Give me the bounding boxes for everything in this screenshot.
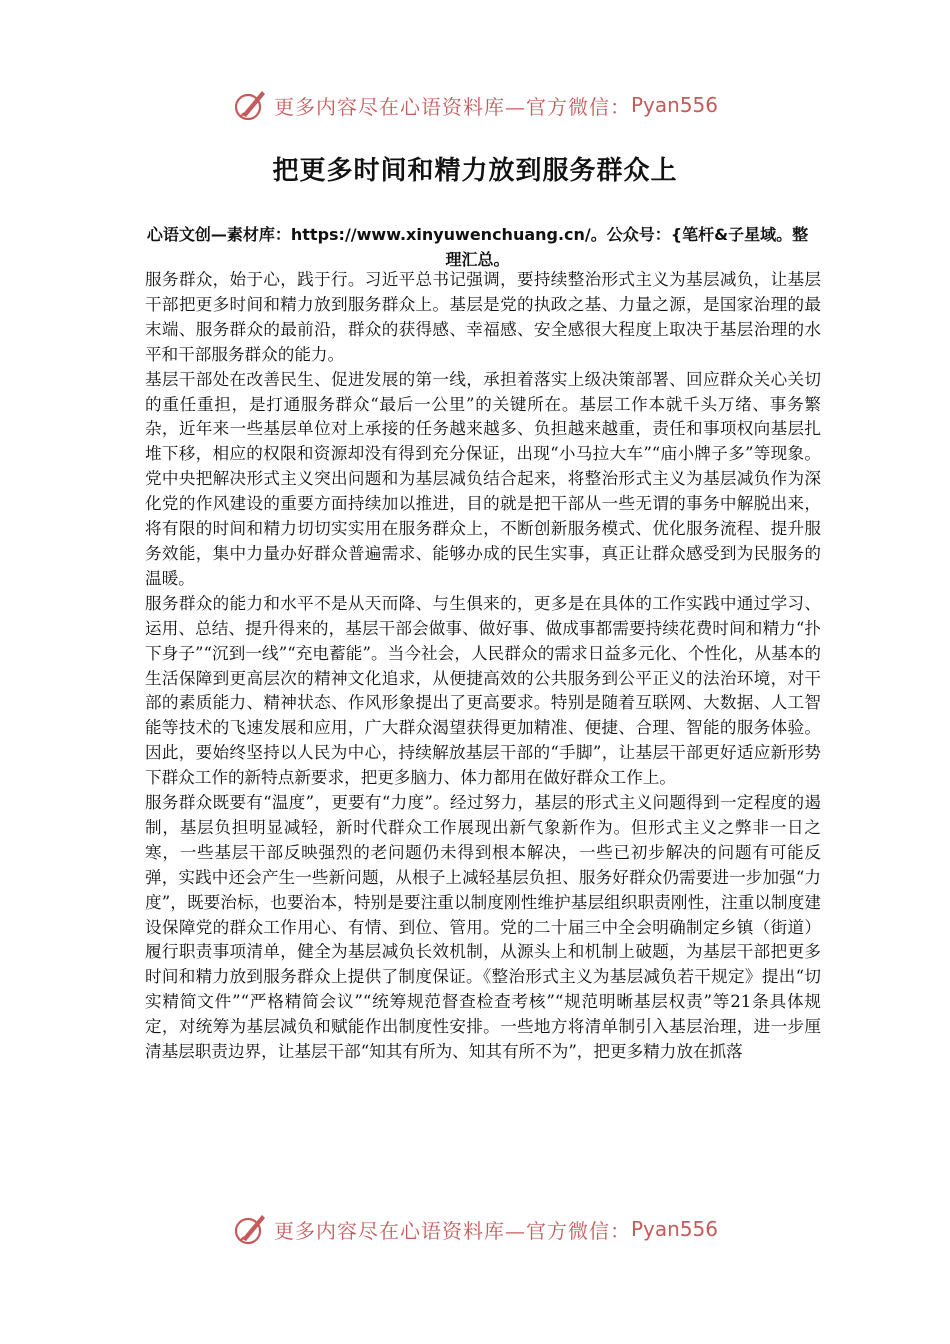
quill-logo-icon	[232, 1211, 268, 1247]
quill-logo-icon	[232, 87, 268, 123]
header-banner	[0, 85, 950, 125]
paragraph: 服务群众既要有“温度”，更要有“力度”。经过努力，基层的形式主义问题得到一定程度的遏制，基层负担明显减轻，新时代群众工作展现出新气象新作为。但形式主义之弊非一日之寒，一些基层干部反映强烈的老问题仍未得到根本解决，一些已初步解决的问题有可能反弹，实践中还会产生一些新问题，从根子上减轻基层负担、服务好群众仍需要进一步加强“力度”，既要治标，也要治本，特别是要注重以制度刚性维护基层组织职责刚性，注重以制度建设保障党的群众工作用心、有情、到位、管用。党的二十届三中全会明确制定乡镇（街道）履行职责事项清单，健全为基层减负长效机制，从源头上和机制上破题，为基层干部把更多时间和精力放到服务群众上提供了制度保证。《整治形式主义为基层减负若干规定》提出“切实精简文件”“严格精简会议”“统筹规范督查检查考核”“规范明晰基层权责”等21条具体规定，对统筹为基层减负和赋能作出制度性安排。一些地方将清单制引入基层治理，进一步厘清基层职责边界，让基层干部“知其有所为、知其有所不为”，把更多精力放在抓落	[145, 793, 821, 1062]
paragraph: 基层干部处在改善民生、促进发展的第一线，承担着落实上级决策部署、回应群众关心关切的重任重担，是打通服务群众“最后一公里”的关键所在。基层工作本就千头万绪、事务繁杂，近年来一些基层单位对上承接的任务越来越多、负担越来越重，责任和事项权向基层扎堆下移，相应的权限和资源却没有得到充分保证，出现“小马拉大车”“庙小牌子多”等现象。党中央把解决形式主义突出问题和为基层减负结合起来，将整治形式主义为基层减负作为深化党的作风建设的重要方面持续加以推进，目的就是把干部从一些无谓的事务中解脱出来，将有限的时间和精力切切实实用在服务群众上，不断创新服务模式、优化服务流程、提升服务效能，集中力量办好群众普遍需求、能够办成的民生实事，真正让群众感受到为民服务的温暖。	[145, 369, 821, 588]
article-body	[145, 268, 821, 1065]
paragraph: 服务群众的能力和水平不是从天而降、与生俱来的，更多是在具体的工作实践中通过学习、运用、总结、提升得来的，基层干部会做事、做好事、做成事都需要持续花费时间和精力“扑下身子”“沉到一线”“充电蓄能”。当今社会，人民群众的需求日益多元化、个性化，从基本的生活保障到更高层次的精神文化追求，从便捷高效的公共服务到公平正义的法治环境，对干部的素质能力、精神状态、作风形象提出了更高要求。特别是随着互联网、大数据、人工智能等技术的飞速发展和应用，广大群众渴望获得更加精准、便捷、合理、智能的服务体验。因此，要始终坚持以人民为中心，持续解放基层干部的“手脚”，让基层干部更好适应新形势下群众工作的新特点新要求，把更多脑力、体力都用在做好群众工作上。	[145, 593, 821, 788]
banner-text: 更多内容尽在心语资料库—官方微信：	[273, 94, 631, 119]
banner-wechat-id: Pyan556	[630, 1217, 718, 1241]
paragraph: 服务群众，始于心，践于行。习近平总书记强调，要持续整治形式主义为基层减负，让基层干部把更多时间和精力放到服务群众上。基层是党的执政之基、力量之源，是国家治理的最末端、服务群众的最前沿，群众的获得感、幸福感、安全感很大程度上取决于基层治理的水平和干部服务群众的能力。	[145, 270, 821, 364]
banner-wechat-id: Pyan556	[630, 93, 718, 117]
source-line: 心语文创—素材库：https://www.xinyuwenchuang.cn/。公众号：{笔杆&子星域。整理汇总。	[146, 225, 809, 269]
footer-banner	[0, 1209, 950, 1249]
document-title: 把更多时间和精力放到服务群众上	[272, 156, 678, 186]
banner-text: 更多内容尽在心语资料库—官方微信：	[273, 1218, 631, 1243]
